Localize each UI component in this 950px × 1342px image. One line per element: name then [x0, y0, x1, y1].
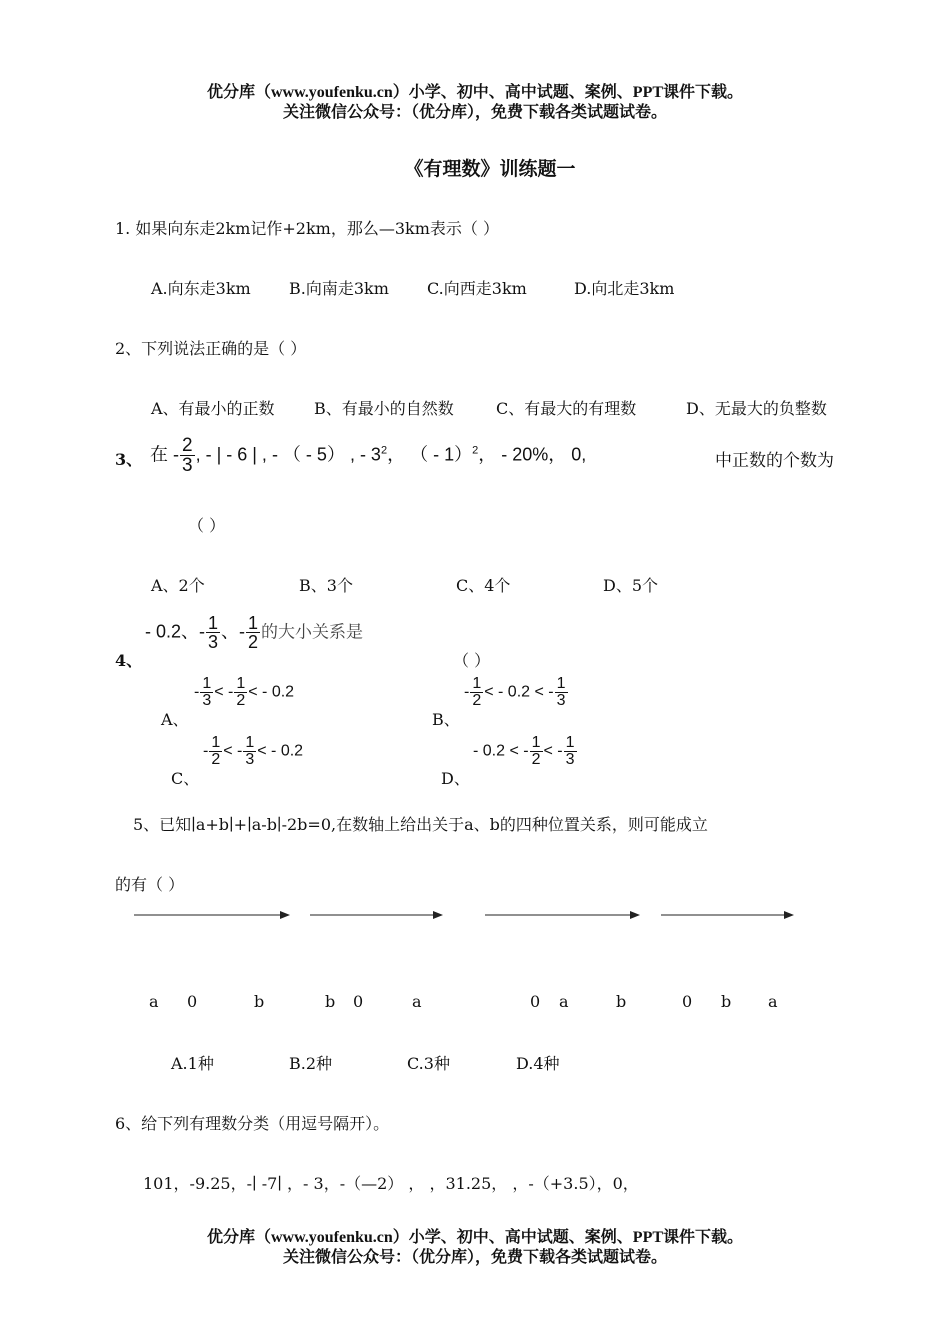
number-line-3-arrowhead	[630, 911, 640, 919]
question-1-stem: 1. 如果向东走2km记作+2km，那么—3km表示（ ）	[115, 219, 499, 238]
q4-b-frac-2	[555, 676, 568, 709]
number-line-1-arrowhead	[280, 911, 290, 919]
number-line-3	[484, 909, 644, 921]
q2-option-c: C、有最大的有理数	[496, 399, 637, 418]
header-line-2: 关注微信公众号：（优分库），免费下载各类试题试卷。	[282, 104, 667, 121]
line-2-label-a: a	[412, 992, 422, 1011]
q4-sep: 、-	[221, 621, 246, 642]
q4-d-frac-1-den: 2	[531, 751, 541, 768]
q5-option-c: C.3种	[407, 1054, 450, 1073]
q4-a-minus: -	[194, 683, 200, 701]
q5-option-b: B.2种	[289, 1054, 333, 1073]
q3-frac-den: 3	[182, 455, 193, 476]
question-3-expression	[150, 436, 586, 475]
question-5-stem-line-2: 的有（ ）	[115, 875, 185, 894]
q2-option-d: D、无最大的负整数	[686, 399, 827, 418]
q4-frac-half-num: 1	[248, 613, 259, 633]
q5-option-a: A.1种	[171, 1054, 214, 1073]
q5-option-d: D.4种	[516, 1054, 560, 1073]
line-3-label-0: 0	[530, 992, 541, 1011]
q1-option-b: B.向南走3km	[289, 279, 389, 298]
q4-d-frac-2-num: 1	[565, 734, 575, 751]
q4-frac-third-num: 1	[208, 613, 219, 633]
q2-option-b: B、有最小的自然数	[314, 399, 454, 418]
number-line-2	[309, 909, 449, 921]
q4-d-frac-1-num: 1	[531, 734, 541, 751]
number-line-2-arrowhead	[433, 911, 443, 919]
q4-frac-half	[246, 614, 260, 651]
q3-option-d: D、5个	[603, 576, 659, 595]
line-2-label-0: 0	[353, 992, 364, 1011]
number-line-4	[660, 909, 800, 921]
q4-c-minus: -	[203, 742, 209, 760]
footer-line-1: 优分库（www.youfenku.cn）小学、初中、高中试题、案例、PPT课件下载。	[206, 1229, 744, 1246]
q4-frac-third-den: 3	[208, 632, 219, 652]
q4-option-a-label: A、	[161, 710, 189, 729]
q4-b-frac-1-num: 1	[472, 675, 482, 692]
q4-frac-half-den: 2	[248, 632, 259, 652]
q3-prefix: 在 -	[150, 444, 179, 465]
question-3-number: 3、	[115, 450, 143, 469]
q4-b-frac-1	[470, 676, 483, 709]
q4-frac-third	[206, 614, 220, 651]
q4-d-neg02: - 0.2	[473, 742, 506, 760]
q4-d-frac-2-den: 3	[565, 751, 575, 768]
q1-option-d: D.向北走3km	[574, 279, 675, 298]
q4-option-c-expr	[203, 735, 303, 768]
line-1-label-0: 0	[187, 992, 198, 1011]
q3-option-c: C、4个	[456, 576, 511, 595]
q4-d-frac-2	[564, 735, 577, 768]
line-3-label-b: b	[616, 992, 627, 1011]
header-line-1: 优分库（www.youfenku.cn）小学、初中、高中试题、案例、PPT课件下载。	[206, 84, 744, 101]
q1-option-a: A.向东走3km	[151, 279, 251, 298]
footer-line-2: 关注微信公众号：（优分库），免费下载各类试题试卷。	[282, 1249, 667, 1266]
q4-option-d-label: D、	[441, 769, 470, 788]
q4-a-frac-2	[234, 676, 247, 709]
q4-c-frac-2-den: 3	[245, 751, 255, 768]
q4-suffix: 的大小关系是	[261, 622, 364, 642]
number-line-1	[133, 909, 293, 921]
line-2-label-b: b	[325, 992, 336, 1011]
q4-option-a-expr	[194, 676, 294, 709]
q1-option-c: C.向西走3km	[427, 279, 527, 298]
q4-option-b-label: B、	[432, 710, 460, 729]
q4-c-lt: < -	[223, 742, 243, 760]
q4-b-lt: < - 0.2 < -	[484, 683, 554, 701]
line-4-label-b: b	[721, 992, 732, 1011]
q4-b-frac-1-den: 2	[472, 692, 482, 709]
q4-a-frac-1-den: 3	[202, 692, 212, 709]
q3-sup-2: 2	[472, 444, 479, 457]
line-4-label-0: 0	[682, 992, 693, 1011]
q4-a-lt: < -	[214, 683, 234, 701]
q3-item-2: ， （ - 1）	[387, 444, 473, 465]
line-1-label-a: a	[149, 992, 159, 1011]
q3-option-b: B、3个	[299, 576, 353, 595]
q4-c-lt2: < - 0.2	[257, 742, 304, 760]
q4-c-frac-1	[209, 735, 222, 768]
q4-a-frac-1-num: 1	[202, 675, 212, 692]
q4-lead: - 0.2、-	[145, 621, 206, 642]
q2-option-a: A、有最小的正数	[151, 399, 275, 418]
q4-b-frac-2-den: 3	[556, 692, 566, 709]
q4-option-c-label: C、	[171, 769, 200, 788]
q4-d-lt: < -	[509, 742, 529, 760]
q4-c-frac-2	[243, 735, 256, 768]
question-4-number: 4、	[115, 651, 143, 670]
q3-fraction	[180, 436, 195, 475]
line-3-label-a: a	[559, 992, 569, 1011]
q4-c-frac-2-num: 1	[245, 734, 255, 751]
q4-d-lt2: < -	[543, 742, 563, 760]
q4-option-b-expr	[464, 676, 569, 709]
q4-b-frac-2-num: 1	[556, 675, 566, 692]
q4-d-frac-1	[530, 735, 543, 768]
question-5-stem-line-1: 5、已知∣a+b∣+∣a-b∣-2b=0,在数轴上给出关于a、b的四种位置关系，则可能成立	[133, 815, 708, 834]
question-6-stem: 6、给下列有理数分类（用逗号隔开）。	[115, 1114, 390, 1133]
q4-blank: （ ）	[453, 651, 491, 670]
q4-a-lt2: < - 0.2	[248, 683, 295, 701]
q4-option-d-expr	[473, 735, 578, 768]
page-title: 《有理数》训练题一	[404, 158, 576, 180]
question-2-stem: 2、下列说法正确的是（ ）	[115, 339, 307, 358]
q4-c-frac-1-den: 2	[211, 751, 221, 768]
line-1-label-b: b	[254, 992, 265, 1011]
q3-sup-1: 2	[380, 444, 388, 457]
q3-option-a: A、2个	[151, 576, 205, 595]
question-6-numbers: 101，-9.25，-∣ -7∣ ，- 3，-（—2） ， ，31.25， ，-（+3.5），0，	[143, 1174, 639, 1193]
number-line-4-arrowhead	[784, 911, 794, 919]
q4-a-frac-1	[200, 676, 213, 709]
q4-b-minus: -	[464, 683, 470, 701]
q4-a-frac-2-den: 2	[236, 692, 246, 709]
line-4-label-a: a	[768, 992, 778, 1011]
question-4-expression	[145, 614, 363, 651]
q4-c-frac-1-num: 1	[211, 734, 221, 751]
q3-item-3: ， - 20%， 0,	[478, 444, 587, 465]
q4-a-frac-2-num: 1	[236, 675, 246, 692]
q3-items: , - | - 6 | , - （ - 5） , - 3	[195, 444, 381, 465]
q3-frac-num: 2	[182, 435, 193, 456]
q3-blank: （ ）	[188, 516, 226, 535]
q3-suffix: 中正数的个数为	[715, 451, 834, 471]
